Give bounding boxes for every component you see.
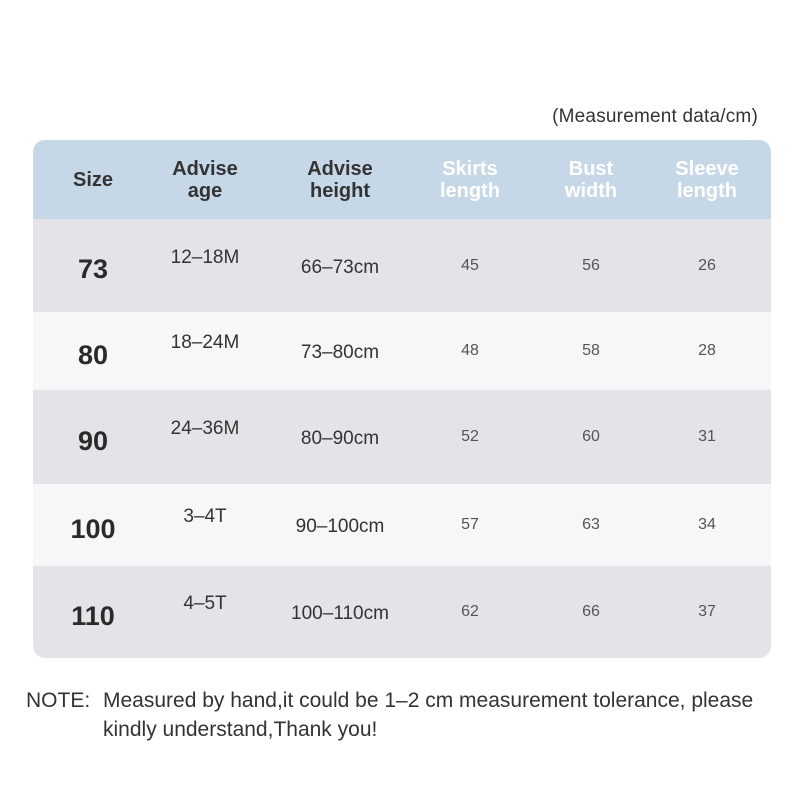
cell-bust-width: 66 [582,603,600,620]
measurement-unit-note: (Measurement data/cm) [552,106,758,127]
table-row [33,219,771,312]
cell-advise-height: 100–110cm [291,603,389,624]
cell-advise-age: 12–18M [170,246,240,268]
cell-skirts-length: 57 [461,516,479,533]
cell-size: 80 [77,339,109,370]
cell-bust-width: 60 [582,428,600,445]
cell-sleeve-length: 28 [698,342,716,359]
cell-bust-width: 58 [582,342,600,359]
cell-size: 90 [77,425,109,456]
header-advise-age: Advise age [172,157,238,202]
cell-bust-width: 63 [582,516,600,533]
cell-skirts-length: 48 [461,342,479,359]
cell-size: 100 [70,513,116,544]
cell-advise-height: 66–73cm [300,256,380,278]
cell-advise-age: 4–5T [183,593,227,614]
cell-advise-age: 24–36M [170,418,240,439]
cell-advise-height: 90–100cm [295,516,385,537]
cell-sleeve-length: 26 [698,256,716,274]
header-sleeve-length: Sleeve length [675,157,739,202]
cell-advise-age: 3–4T [183,506,227,527]
table-row [33,484,771,566]
cell-advise-height: 80–90cm [300,428,380,449]
note-label: NOTE: [26,689,91,712]
cell-advise-height: 73–80cm [300,342,380,363]
cell-size: 110 [71,600,115,631]
cell-skirts-length: 62 [461,603,479,620]
cell-sleeve-length: 34 [698,516,716,533]
cell-advise-age: 18–24M [170,332,240,353]
cell-sleeve-length: 37 [698,603,716,620]
cell-bust-width: 56 [582,256,600,274]
table-row [33,312,771,390]
header-bust-width: Bust width [564,157,618,202]
header-skirts-length: Skirts length [440,157,500,202]
header-size: Size [72,168,114,191]
table-row [33,566,771,658]
cell-skirts-length: 52 [461,428,479,445]
cell-skirts-length: 45 [461,256,479,274]
table-header [33,140,771,219]
size-chart-table [33,140,771,658]
header-advise-height: Advise height [307,157,373,202]
cell-sleeve-length: 31 [698,428,716,445]
note-text: Measured by hand,it could be 1–2 cm measurement tolerance, please kindly understand,Thank you! [103,689,754,741]
table-row [33,390,771,484]
cell-size: 73 [77,254,109,284]
